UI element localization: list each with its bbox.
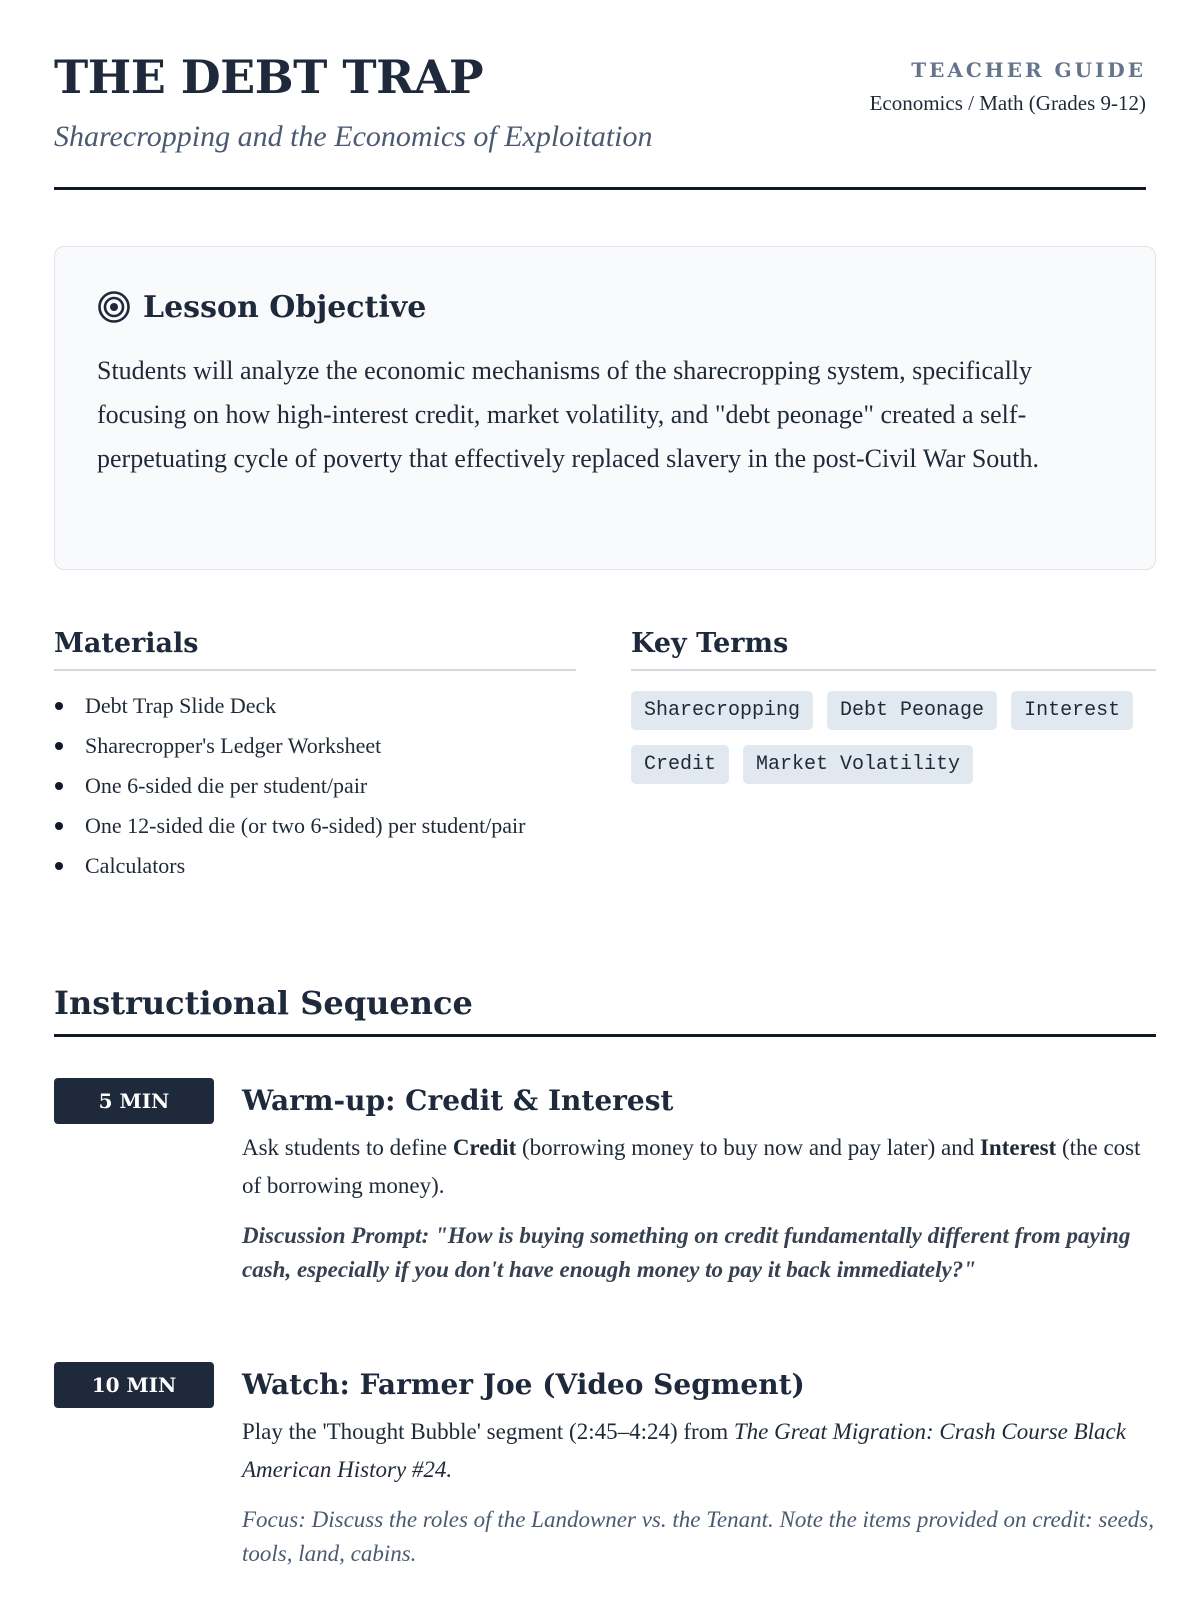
key-terms-list bbox=[631, 691, 1156, 784]
step-text-segment: Play the 'Thought Bubble' segment (2:45–4:24) from bbox=[242, 1419, 734, 1444]
step-text-segment: (borrowing money to buy now and pay later) and bbox=[516, 1135, 980, 1160]
bullet-icon bbox=[55, 782, 63, 790]
term-tag: Market Volatility bbox=[743, 745, 973, 784]
video-source-title: The Great Migration: Crash Course Black American History #24. bbox=[242, 1419, 1126, 1482]
step-title: Watch: Farmer Joe (Video Segment) bbox=[242, 1368, 805, 1401]
step-title: Warm-up: Credit & Interest bbox=[242, 1084, 674, 1117]
bullet-icon bbox=[55, 822, 63, 830]
bullet-icon bbox=[55, 742, 63, 750]
instructional-sequence-heading: Instructional Sequence bbox=[54, 984, 1156, 1037]
duration-badge: 10 MIN bbox=[54, 1362, 214, 1408]
focus-note: Focus: Discuss the roles of the Landowner vs. the Tenant. Note the items provided on credit: seeds, tools, land, cabins. bbox=[242, 1507, 1155, 1566]
material-label: One 6-sided die per student/pair bbox=[85, 773, 368, 798]
step-body bbox=[242, 1078, 1156, 1287]
material-label: Debt Trap Slide Deck bbox=[85, 693, 277, 718]
material-label: Calculators bbox=[85, 853, 186, 878]
lesson-objective-text: Students will analyze the economic mechanisms of the sharecropping system, specifically focusing on how high-interest credit, market volatility, and "debt peonage" created a self-perpetuating cycle of poverty that effectively replaced slavery in the post-Civil War South. bbox=[97, 356, 1040, 473]
guide-subject: Economics / Math (Grades 9-12) bbox=[869, 91, 1146, 115]
page-title: THE DEBT TRAP bbox=[54, 50, 484, 104]
materials-list bbox=[54, 689, 576, 882]
list-item bbox=[54, 689, 576, 722]
key-terms-heading: Key Terms bbox=[631, 628, 1156, 671]
material-label: Sharecropper's Ledger Worksheet bbox=[85, 733, 382, 758]
term-tag: Sharecropping bbox=[631, 691, 813, 730]
page-subtitle: Sharecropping and the Economics of Exploitation bbox=[54, 120, 653, 153]
term-interest: Interest bbox=[979, 1135, 1057, 1160]
list-item bbox=[54, 729, 576, 762]
term-credit: Credit bbox=[452, 1135, 517, 1160]
lesson-objective-card bbox=[54, 246, 1156, 570]
materials-section bbox=[54, 628, 576, 889]
target-icon bbox=[97, 290, 131, 324]
bullet-icon bbox=[55, 702, 63, 710]
duration-badge: 5 MIN bbox=[54, 1078, 214, 1124]
step-body bbox=[242, 1362, 1156, 1571]
step-description bbox=[242, 1413, 1156, 1489]
list-item bbox=[54, 809, 576, 842]
step-description bbox=[242, 1129, 1156, 1205]
key-terms-section bbox=[631, 628, 1156, 784]
guide-label: TEACHER GUIDE bbox=[911, 58, 1146, 82]
step-text-segment: Ask students to define bbox=[242, 1135, 453, 1160]
bullet-icon bbox=[55, 862, 63, 870]
term-tag: Interest bbox=[1011, 691, 1133, 730]
materials-heading: Materials bbox=[54, 628, 576, 671]
list-item bbox=[54, 769, 576, 802]
list-item bbox=[54, 849, 576, 882]
material-label: One 12-sided die (or two 6-sided) per student/pair bbox=[85, 813, 526, 838]
lesson-objective-heading: Lesson Objective bbox=[143, 289, 427, 325]
term-tag: Debt Peonage bbox=[827, 691, 997, 730]
page-header bbox=[54, 0, 1146, 190]
step-text-segment: (the cost of borrowing money). bbox=[242, 1135, 1141, 1198]
discussion-prompt: Discussion Prompt: "How is buying something on credit fundamentally different from paying cash, especially if you don't have enough money to pay it back immediately?" bbox=[242, 1223, 1131, 1282]
lesson-objective-header bbox=[97, 287, 1115, 327]
term-tag: Credit bbox=[631, 745, 729, 784]
